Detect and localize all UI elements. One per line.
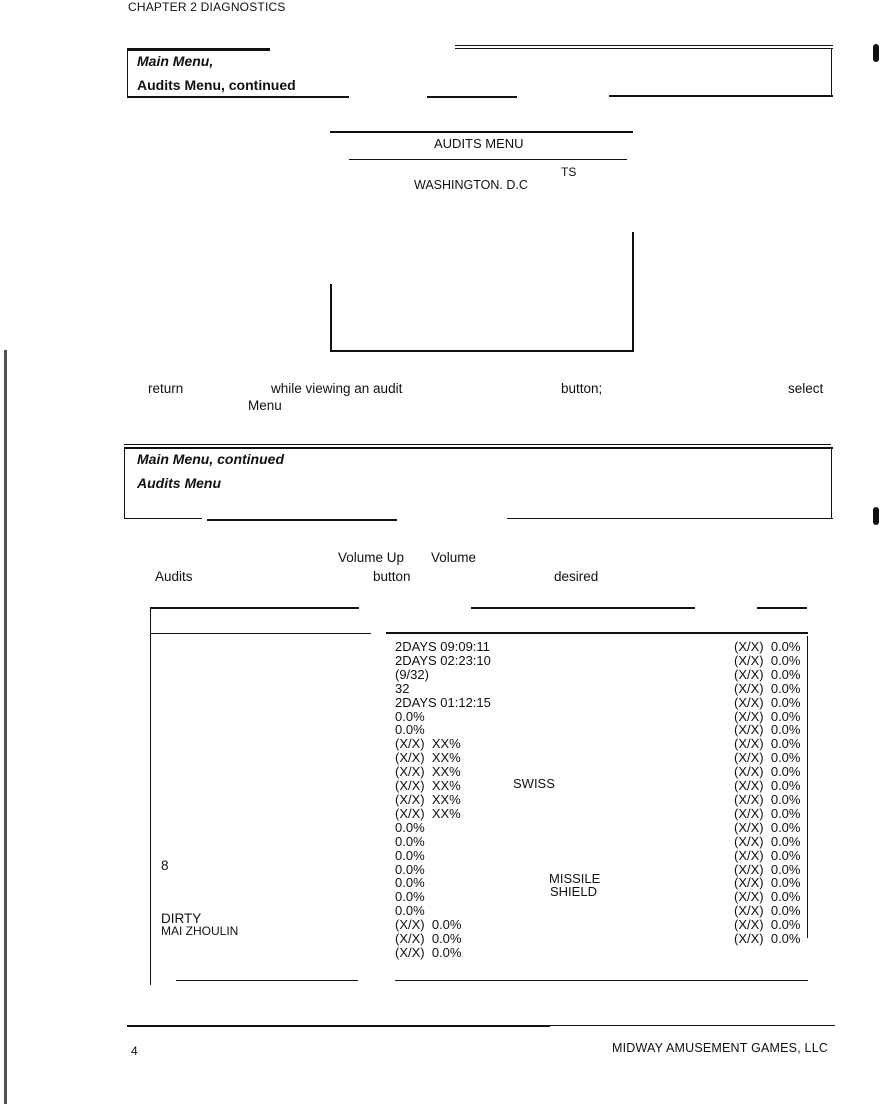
value-cell: (X/X) XX% — [395, 791, 461, 807]
para2-word: desired — [554, 569, 599, 584]
value-cell: (X/X) 0.0% — [734, 639, 801, 654]
superscript: TS — [561, 165, 577, 179]
value-cell: (X/X) 0.0% — [734, 917, 801, 933]
value-cell: (X/X) XX% — [395, 778, 461, 794]
value-cell: 0.0% — [395, 708, 425, 724]
para2-word: Audits — [155, 569, 193, 584]
value-cell: (X/X) XX% — [395, 764, 461, 780]
middle-label: SHIELD — [550, 884, 597, 899]
page-number: 4 — [131, 1044, 138, 1058]
binding-edge — [4, 350, 7, 1104]
value-cell: (X/X) 0.0% — [734, 652, 801, 668]
left-label: 8 — [161, 858, 169, 873]
margin-mark — [873, 507, 879, 525]
banner-subtitle: Audits Menu — [137, 475, 221, 491]
para1-word: select — [788, 381, 824, 396]
value-cell: (X/X) 0.0% — [734, 819, 801, 835]
value-cell: (X/X) 0.0% — [734, 680, 801, 696]
para1-word: Menu — [248, 398, 282, 413]
value-cell: 0.0% — [395, 722, 425, 738]
para1-word: while viewing an audit — [271, 381, 403, 396]
value-cell: (X/X) XX% — [395, 750, 461, 766]
value-cell: (X/X) 0.0% — [734, 889, 801, 905]
value-cell: (X/X) 0.0% — [734, 861, 801, 877]
value-cell: (X/X) 0.0% — [734, 764, 801, 780]
chapter-header: CHAPTER 2 DIAGNOSTICS — [128, 0, 286, 14]
value-cell: (X/X) 0.0% — [734, 666, 801, 682]
screen-title: AUDITS MENU — [434, 136, 524, 151]
value-cell: 0.0% — [395, 889, 425, 905]
para2-word: Volume Up — [338, 550, 405, 565]
value-cell: (X/X) 0.0% — [395, 944, 462, 960]
value-cell: 2DAYS 01:12:15 — [395, 694, 491, 710]
value-cell: (X/X) 0.0% — [734, 778, 801, 794]
value-cell: 0.0% — [395, 903, 425, 919]
value-cell: 0.0% — [395, 819, 425, 835]
value-cell: (X/X) 0.0% — [734, 931, 801, 947]
value-cell: (X/X) 0.0% — [395, 931, 462, 947]
middle-label: MISSILE — [549, 871, 601, 886]
left-label: MAI ZHOULIN — [161, 924, 239, 938]
margin-mark — [873, 44, 879, 62]
publisher: MIDWAY AMUSEMENT GAMES, LLC — [612, 1041, 829, 1055]
value-cell: (X/X) 0.0% — [734, 708, 801, 724]
banner-subtitle: Audits Menu, continued — [137, 77, 296, 93]
value-cell: 32 — [395, 680, 410, 696]
value-cell: (X/X) 0.0% — [734, 791, 801, 807]
value-cell: (X/X) 0.0% — [734, 750, 801, 766]
value-cell: 0.0% — [395, 833, 425, 849]
value-cell: (X/X) 0.0% — [395, 917, 462, 933]
para2-word: Volume — [431, 550, 477, 565]
value-cell: (X/X) XX% — [395, 736, 461, 752]
value-cell: 2DAYS 02:23:10 — [395, 652, 491, 668]
value-cell: (9/32) — [395, 666, 429, 682]
banner-title: Main Menu, — [137, 53, 214, 69]
middle-values — [395, 640, 491, 960]
banner-title: Main Menu, continued — [137, 451, 284, 467]
value-cell: (X/X) 0.0% — [734, 694, 801, 710]
value-cell: 0.0% — [395, 847, 425, 863]
value-cell: (X/X) 0.0% — [734, 903, 801, 919]
value-cell: 0.0% — [395, 875, 425, 891]
para2-word: button — [373, 569, 411, 584]
value-cell: (X/X) 0.0% — [734, 805, 801, 821]
left-label: DIRTY — [161, 911, 202, 926]
value-cell: (X/X) XX% — [395, 805, 461, 821]
value-cell: (X/X) 0.0% — [734, 875, 801, 891]
value-cell: (X/X) 0.0% — [734, 722, 801, 738]
value-cell: (X/X) 0.0% — [734, 833, 801, 849]
value-cell: (X/X) 0.0% — [734, 847, 801, 863]
location: WASHINGTON. D.C — [414, 178, 528, 192]
para1-word: return — [148, 381, 184, 396]
value-cell: (X/X) 0.0% — [734, 736, 801, 752]
para1-word: button; — [561, 381, 603, 396]
middle-label: SWISS — [513, 776, 555, 791]
value-cell: 0.0% — [395, 861, 425, 877]
value-cell: 2DAYS 09:09:11 — [395, 639, 490, 654]
right-values — [734, 640, 800, 946]
